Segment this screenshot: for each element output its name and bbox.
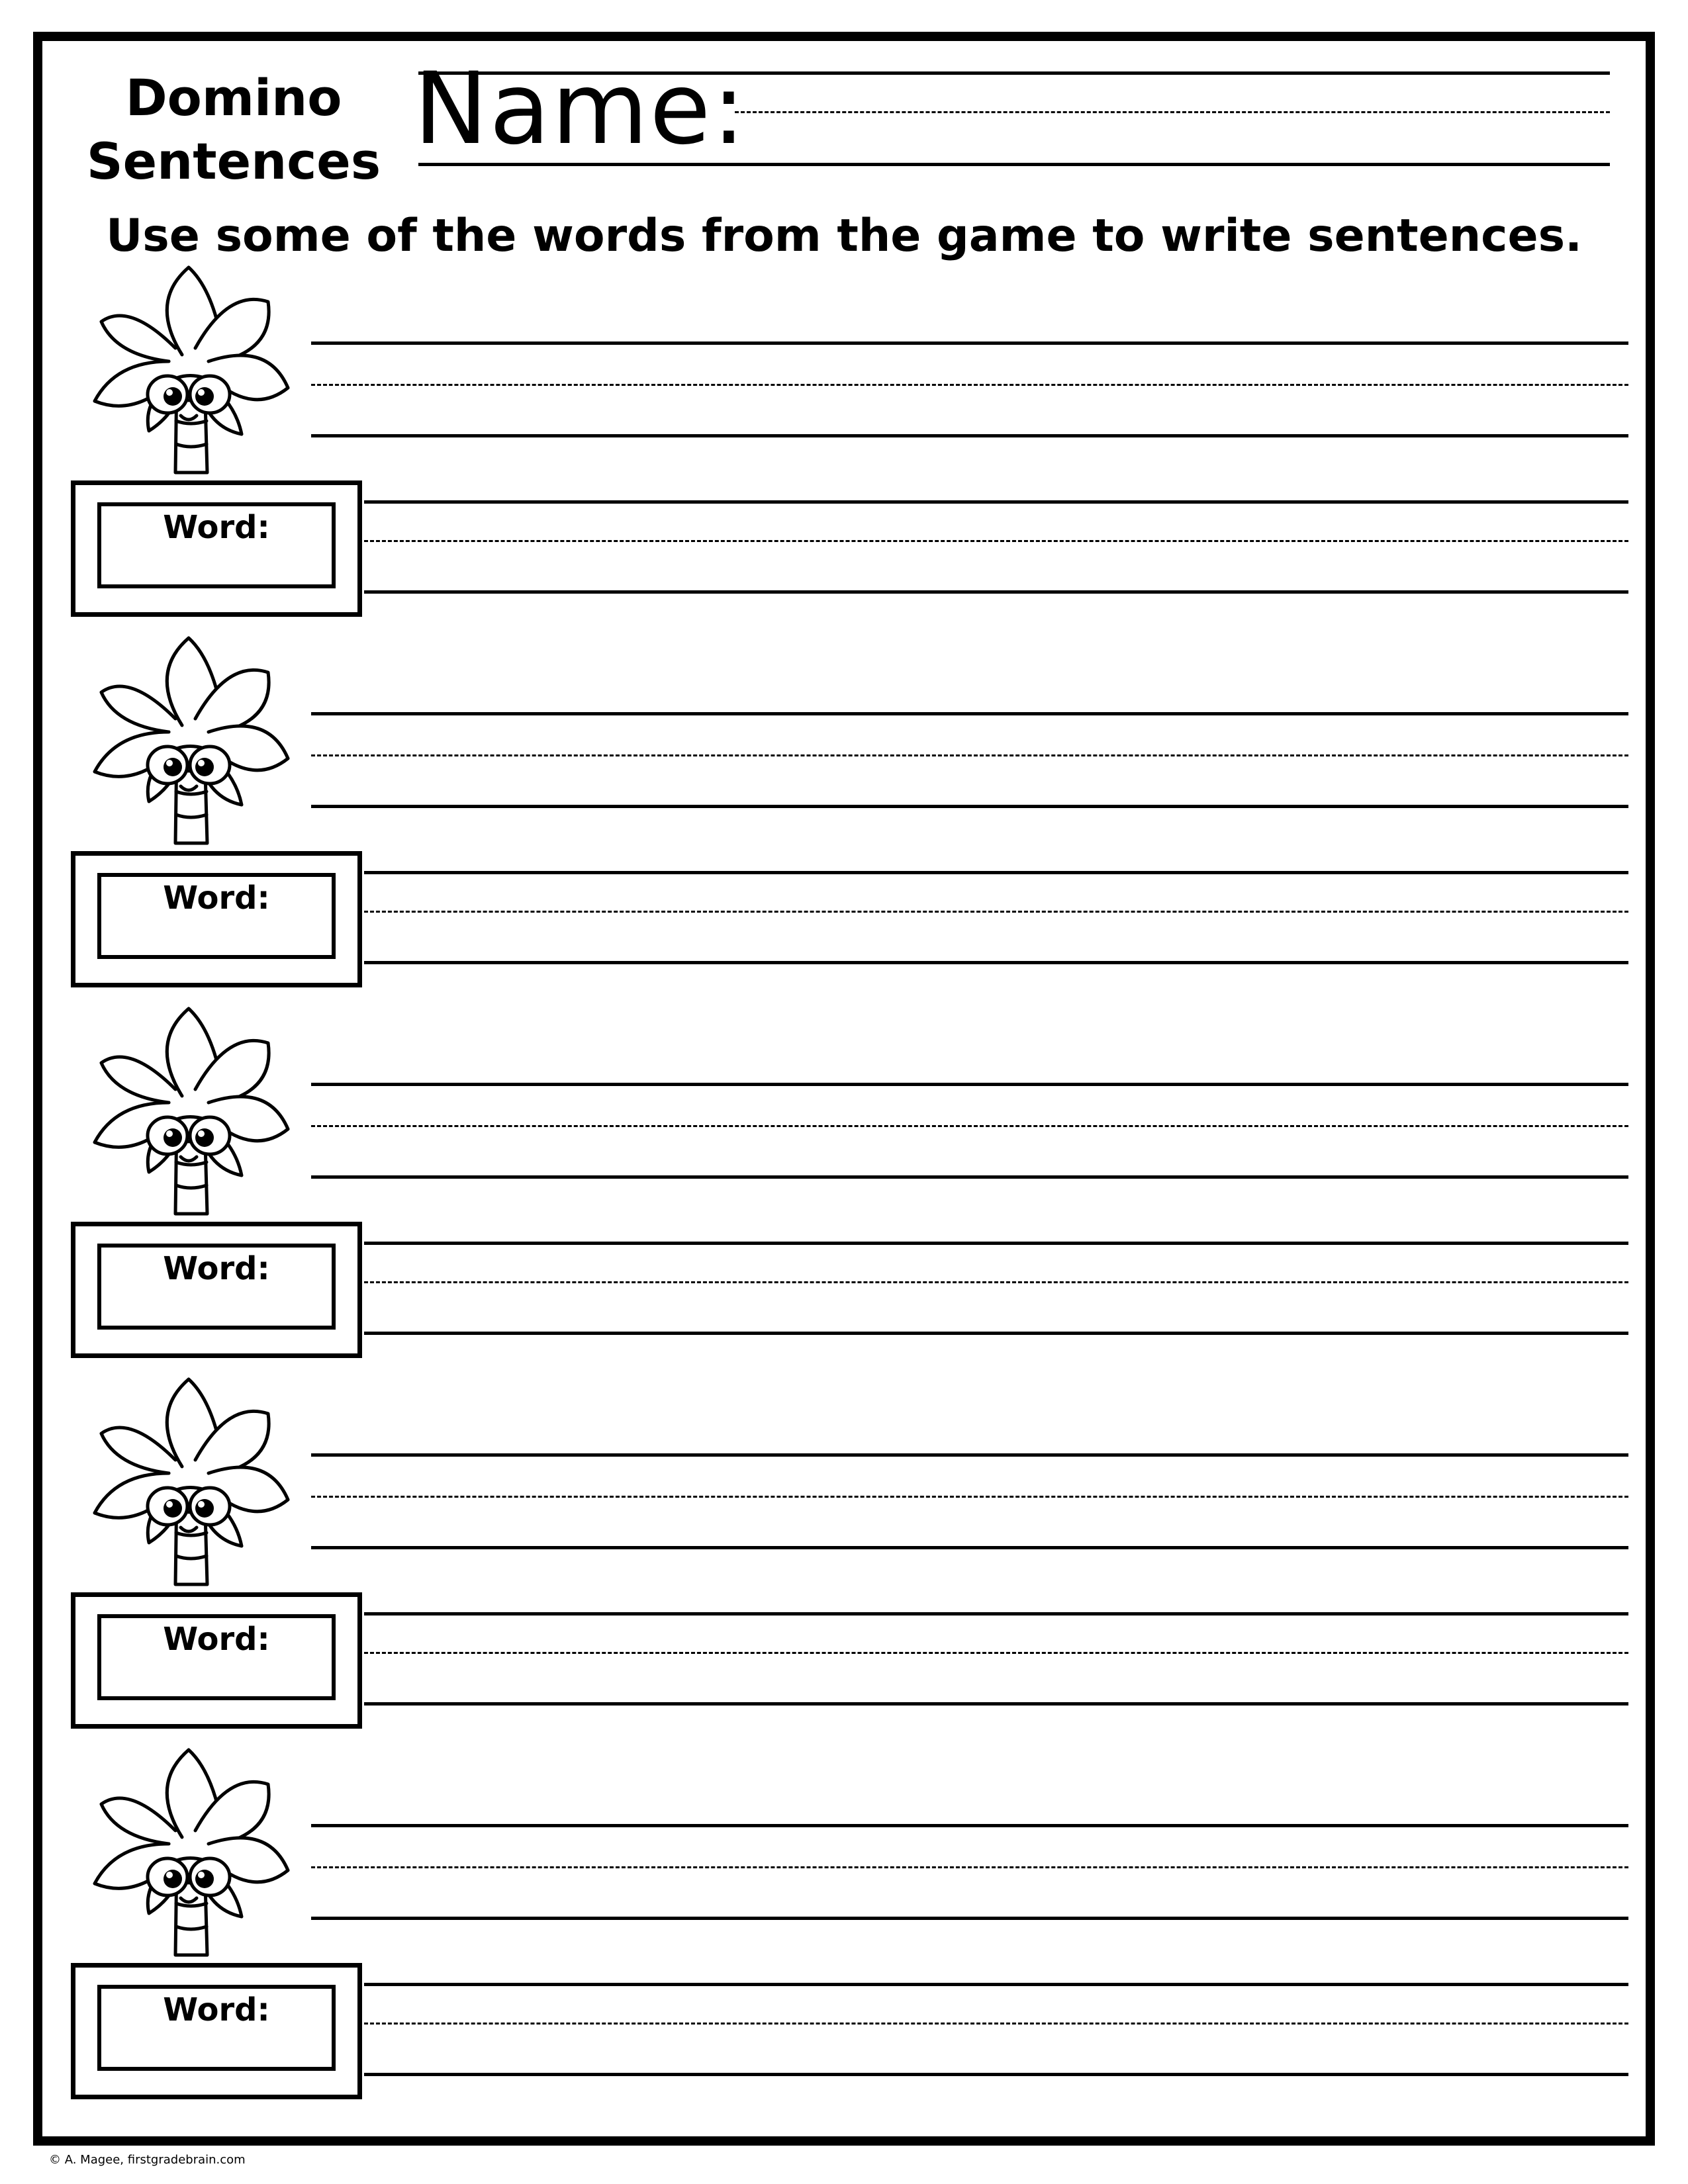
sentence-line-top[interactable]: [311, 1453, 1628, 1457]
word-label: Word:: [163, 880, 270, 917]
title-line-2: Sentences: [86, 132, 381, 191]
sentence-line-top[interactable]: [364, 871, 1628, 874]
sentence-line-mid: [364, 2023, 1628, 2025]
sentence-line-bottom[interactable]: [364, 1332, 1628, 1335]
palm-tree-icon: [76, 1745, 301, 1963]
sentence-line-mid: [364, 1652, 1628, 1654]
palm-tree-icon: [76, 633, 301, 851]
sentence-line-bottom[interactable]: [311, 805, 1628, 808]
word-label: Word:: [163, 1250, 270, 1287]
word-box: [71, 1592, 362, 1729]
sentence-line-mid: [364, 1281, 1628, 1283]
sentence-line-mid: [311, 384, 1628, 386]
sentence-line-mid: [311, 1125, 1628, 1127]
word-box: [71, 1222, 362, 1358]
sentence-line-bottom[interactable]: [311, 1175, 1628, 1179]
sentence-line-top[interactable]: [311, 1824, 1628, 1827]
name-line-mid: [735, 111, 1610, 113]
sentence-line-bottom[interactable]: [311, 1546, 1628, 1549]
sentence-line-top[interactable]: [311, 712, 1628, 715]
sentence-line-top[interactable]: [364, 1242, 1628, 1245]
word-label: Word:: [163, 509, 270, 546]
sentence-line-bottom[interactable]: [311, 1917, 1628, 1920]
worksheet-title: [78, 66, 389, 193]
palm-tree-icon: [76, 1003, 301, 1222]
palm-tree-icon: [76, 1374, 301, 1592]
name-line-top: [418, 71, 1610, 75]
instructions: Use some of the words from the game to write sentences.: [106, 210, 1582, 262]
sentence-line-mid: [311, 754, 1628, 756]
word-label: Word:: [163, 1991, 270, 2028]
sentence-line-mid: [311, 1866, 1628, 1868]
word-box: [71, 1963, 362, 2099]
name-label: Name:: [414, 52, 747, 167]
sentence-line-mid: [364, 911, 1628, 913]
sentence-line-bottom[interactable]: [364, 961, 1628, 964]
sentence-line-top[interactable]: [311, 341, 1628, 345]
sentence-line-bottom[interactable]: [364, 1702, 1628, 1706]
sentence-line-mid: [311, 1496, 1628, 1498]
name-line-bottom[interactable]: [418, 163, 1610, 166]
copyright: © A. Magee, firstgradebrain.com: [49, 2153, 246, 2167]
title-line-1: Domino: [125, 68, 342, 127]
sentence-line-bottom[interactable]: [364, 590, 1628, 594]
word-box: [71, 480, 362, 617]
sentence-line-top[interactable]: [311, 1083, 1628, 1086]
sentence-line-top[interactable]: [364, 1612, 1628, 1615]
palm-tree-icon: [76, 262, 301, 480]
word-box: [71, 851, 362, 987]
word-label: Word:: [163, 1621, 270, 1658]
sentence-line-top[interactable]: [364, 500, 1628, 504]
sentence-line-bottom[interactable]: [364, 2073, 1628, 2076]
sentence-line-top[interactable]: [364, 1983, 1628, 1986]
word-write-area[interactable]: [97, 873, 336, 959]
word-write-area[interactable]: [97, 502, 336, 588]
word-write-area[interactable]: [97, 1614, 336, 1700]
word-write-area[interactable]: [97, 1244, 336, 1330]
sentence-line-bottom[interactable]: [311, 434, 1628, 437]
sentence-line-mid: [364, 540, 1628, 542]
word-write-area[interactable]: [97, 1985, 336, 2071]
